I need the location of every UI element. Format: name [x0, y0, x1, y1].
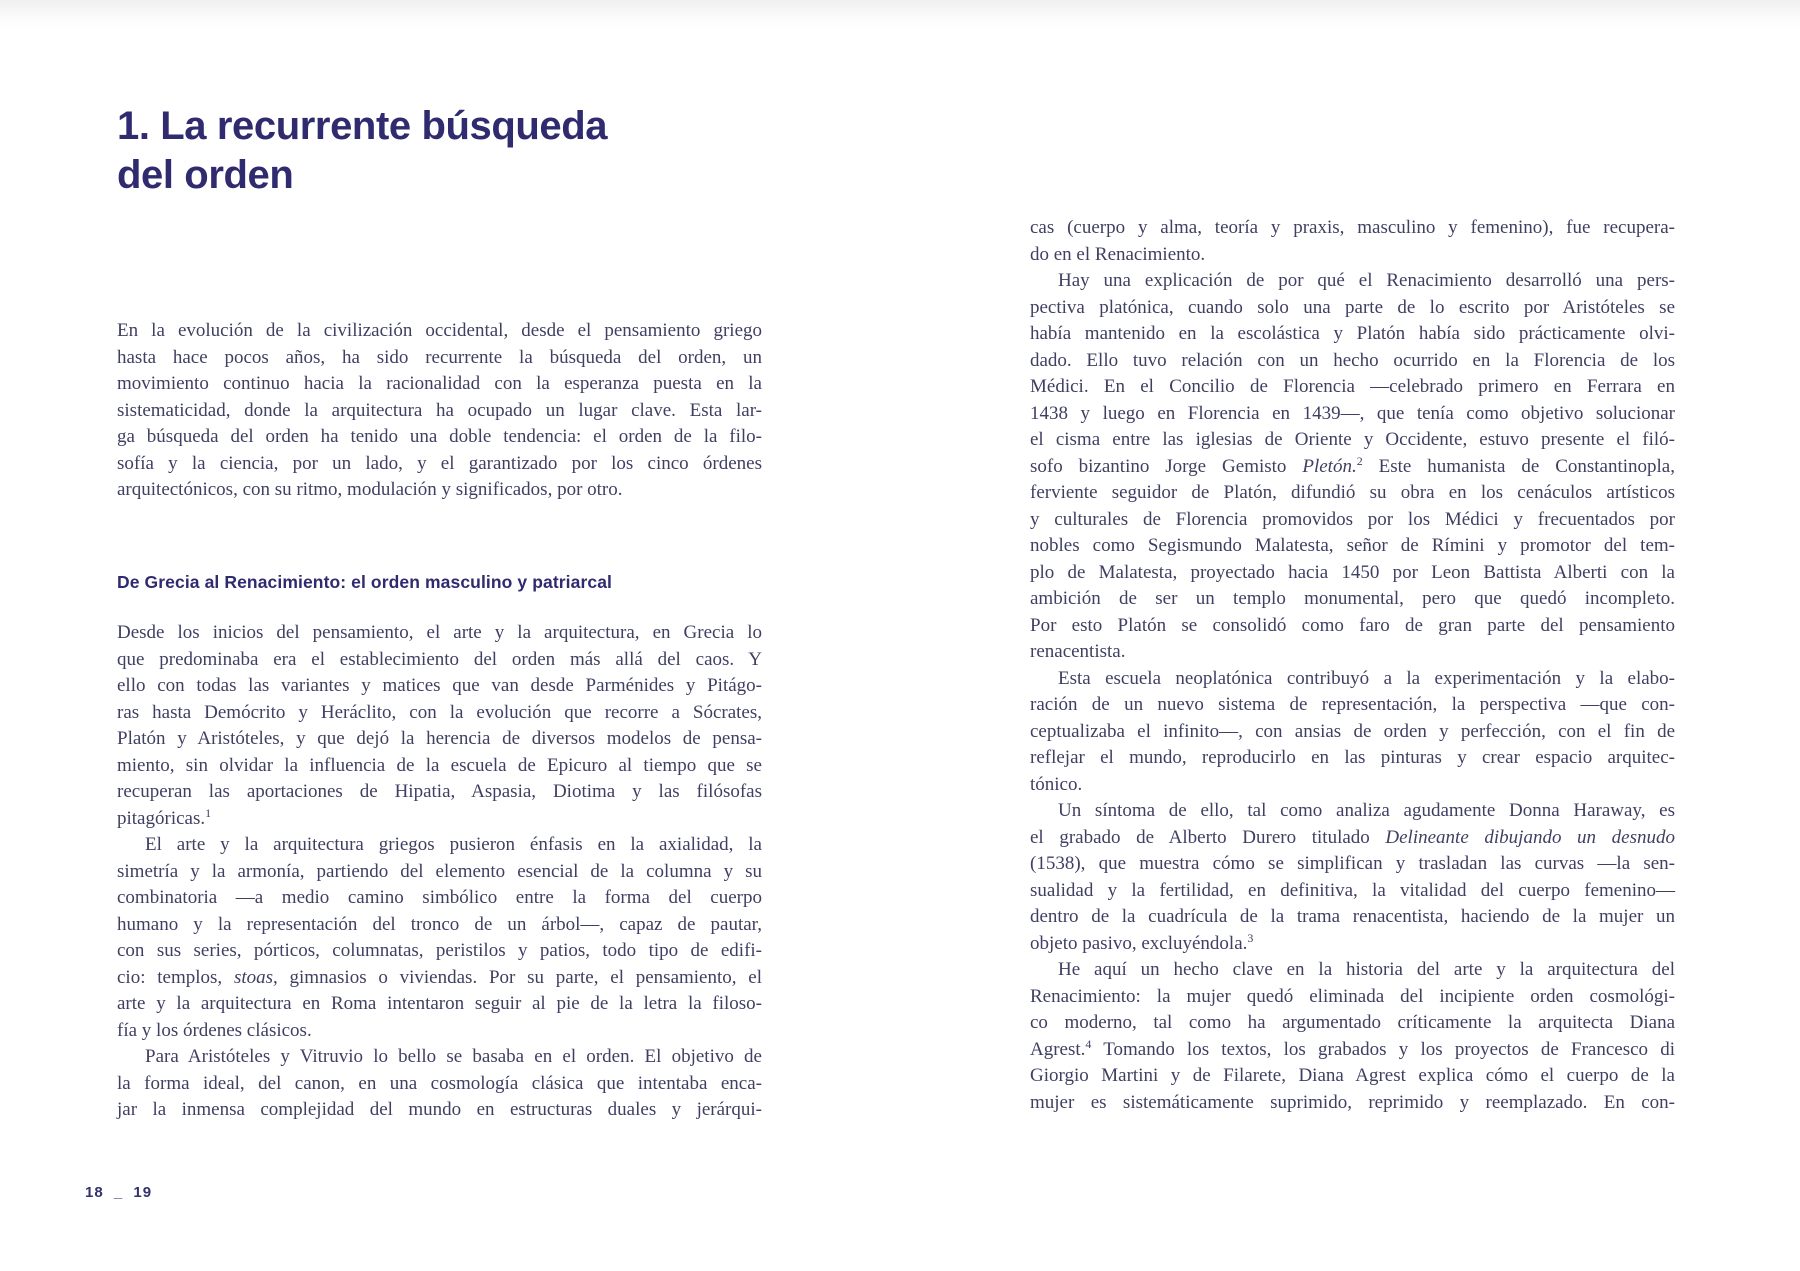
text-line: Renacimiento: la mujer quedó eliminada del incipiente orden cosmológi- [1030, 985, 1675, 1007]
text-line: la forma ideal, del canon, en una cosmología clásica que intentaba enca- [117, 1072, 762, 1094]
text-line: plo de Malatesta, proyectado hacia 1450 por Leon Battista Alberti con la [1030, 561, 1675, 583]
text-line: ración de un nuevo sistema de representación, la perspectiva —que con- [1030, 694, 1675, 715]
chapter-title [117, 102, 607, 200]
text-line: sofía y la ciencia, por un lado, y el garantizado por los cinco órdenes [117, 452, 762, 474]
text-line: dado. Ello tuvo relación con un hecho ocurrido en la Florencia de los [1030, 349, 1675, 371]
text-line: En la evolución de la civilización occidental, desde el pensamiento griego [117, 320, 762, 341]
text-line: movimiento continuo hacia la racionalidad con la esperanza puesta en la [117, 373, 762, 394]
text-line: He aquí un hecho clave en la historia del arte y la arquitectura del [1058, 959, 1675, 980]
text-line: sistematicidad, donde la arquitectura ha ocupado un lugar clave. Esta lar- [117, 399, 762, 421]
text-line: fía y los órdenes clásicos. [117, 1019, 312, 1041]
text-line: cas (cuerpo y alma, teoría y praxis, masculino y femenino), fue recupera- [1030, 217, 1675, 238]
page-numbers: 18 _ 19 [85, 1184, 153, 1201]
text-line: 1438 y luego en Florencia en 1439—, que tenía como objetivo solucionar [1030, 402, 1675, 424]
text-line: objeto pasivo, excluyéndola.$^3$ [1030, 931, 1254, 954]
section-heading: De Grecia al Renacimiento: el orden masculino y patriarcal [117, 572, 613, 592]
text-line: jar la inmensa complejidad del mundo en estructuras duales y jerárqui- [117, 1099, 762, 1120]
text-line: nobles como Segismundo Malatesta, señor de Rímini y promotor del tem- [1030, 535, 1675, 556]
text-line: simetría y la armonía, partiendo del elemento esencial de la columna y su [117, 860, 762, 882]
text-line: Por esto Platón se consolidó como faro de gran parte del pensamiento [1030, 614, 1675, 636]
text-line: pectiva platónica, cuando solo una parte de lo escrito por Aristóteles se [1030, 296, 1675, 318]
text-line: Platón y Aristóteles, y que dejó la herencia de diversos modelos de pensa- [117, 728, 762, 749]
text-line: humano y la representación del tronco de un árbol—, capaz de pautar, [117, 913, 762, 935]
text-line: Giorgio Martini y de Filarete, Diana Agrest explica cómo el cuerpo de la [1030, 1065, 1675, 1086]
paragraph [117, 1044, 762, 1124]
intro-paragraph-block [117, 318, 762, 504]
text-line: mujer es sistemáticamente suprimido, reprimido y reemplazado. En con- [1030, 1091, 1675, 1113]
paragraph [117, 620, 762, 832]
text-line: hasta hace pocos años, ha sido recurrente la búsqueda del orden, un [117, 346, 762, 368]
text-line: que predominaba era el establecimiento del orden más allá del caos. Y [117, 648, 762, 670]
paragraph [1030, 666, 1675, 799]
text-line: Un síntoma de ello, tal como analiza agudamente Donna Haraway, es [1058, 800, 1675, 821]
text-line: ras hasta Demócrito y Heráclito, con la evolución que recorre a Sócrates, [117, 701, 762, 723]
paragraph [1030, 268, 1675, 666]
right-page [900, 0, 1800, 1271]
text-line: Hay una explicación de por qué el Renacimiento desarrolló una pers- [1058, 270, 1675, 291]
text-line: renacentista. [1030, 641, 1126, 662]
text-line: ga búsqueda del orden ha tenido una doble tendencia: el orden de la filo- [117, 426, 762, 447]
text-line: el grabado de Alberto Durero titulado Delineante dibujando un desnudo [1030, 826, 1676, 848]
chapter-title-line-2: del orden [117, 153, 294, 197]
text-line: el cisma entre las iglesias de Oriente y Occidente, estuvo presente el filó- [1030, 429, 1675, 450]
text-line: dentro de la cuadrícula de la trama renacentista, haciendo de la mujer un [1030, 906, 1675, 927]
text-line: (1538), que muestra cómo se simplifican y trasladan las curvas —la sen- [1030, 853, 1675, 874]
text-line: ambición de ser un templo monumental, pero que quedó incompleto. [1030, 588, 1675, 609]
right-body-block [1030, 215, 1675, 1116]
chapter-title-line-1: 1. La recurrente búsqueda [117, 104, 608, 148]
text-line: Desde los inicios del pensamiento, el arte y la arquitectura, en Grecia lo [117, 622, 762, 643]
text-line: Para Aristóteles y Vitruvio lo bello se basaba en el orden. El objetivo de [145, 1046, 762, 1067]
text-line: había mantenido en la escolástica y Platón había sido prácticamente olvi- [1030, 323, 1675, 344]
text-line: sofo bizantino Jorge Gemisto Pletón.$^2$ Este humanista de Constantinopla, [1030, 454, 1675, 477]
text-line: miento, sin olvidar la influencia de la escuela de Epicuro al tiempo que se [117, 754, 762, 776]
text-line: reflejar el mundo, reproducirlo en las pinturas y crear espacio arquitec- [1030, 747, 1675, 768]
text-line: arquitectónicos, con su ritmo, modulación y significados, por otro. [117, 479, 623, 500]
text-line: con sus series, pórticos, columnatas, peristilos y patios, todo tipo de edifi- [117, 940, 762, 961]
text-line: recuperan las aportaciones de Hipatia, Aspasia, Diotima y las filósofas [117, 781, 762, 802]
text-line: ferviente seguidor de Platón, difundió su obra en los cenáculos artísticos [1030, 482, 1675, 503]
text-line: El arte y la arquitectura griegos pusieron énfasis en la axialidad, la [145, 834, 762, 855]
paragraph [1030, 798, 1675, 957]
paragraph [117, 832, 762, 1044]
text-line: co moderno, tal como ha argumentado críticamente la arquitecta Diana [1030, 1012, 1675, 1033]
paragraph [117, 318, 762, 504]
text-line: Esta escuela neoplatónica contribuyó a la experimentación y la elabo- [1058, 667, 1675, 689]
text-line: tónico. [1030, 773, 1083, 795]
text-line: Médici. En el Concilio de Florencia —celebrado primero en Ferrara en [1030, 376, 1675, 397]
text-line: Agrest.$^4$ Tomando los textos, los grabados y los proyectos de Francesco di [1030, 1037, 1675, 1060]
left-body-block [117, 620, 762, 1124]
text-line: ello con todas las variantes y matices que van desde Parménides y Pitágo- [117, 675, 762, 696]
text-line: y culturales de Florencia promovidos por los Médici y frecuentados por [1030, 508, 1675, 530]
text-line: do en el Renacimiento. [1030, 243, 1206, 265]
paragraph [1030, 957, 1675, 1116]
text-line: ceptualizaba el infinito—, con ansias de orden y perfección, con el fin de [1030, 720, 1675, 742]
text-line: combinatoria —a medio camino simbólico entre la forma del cuerpo [117, 887, 762, 908]
text-line: arte y la arquitectura en Roma intentaron seguir al pie de la letra la filoso- [117, 993, 762, 1014]
text-line: sualidad y la fertilidad, en definitiva, la vitalidad del cuerpo femenino— [1030, 879, 1675, 901]
text-line: pitagóricas.$^1$ [117, 806, 212, 829]
text-line: cio: templos, stoas, gimnasios o viviendas. Por su parte, el pensamiento, el [117, 966, 762, 988]
paragraph [1030, 215, 1675, 268]
